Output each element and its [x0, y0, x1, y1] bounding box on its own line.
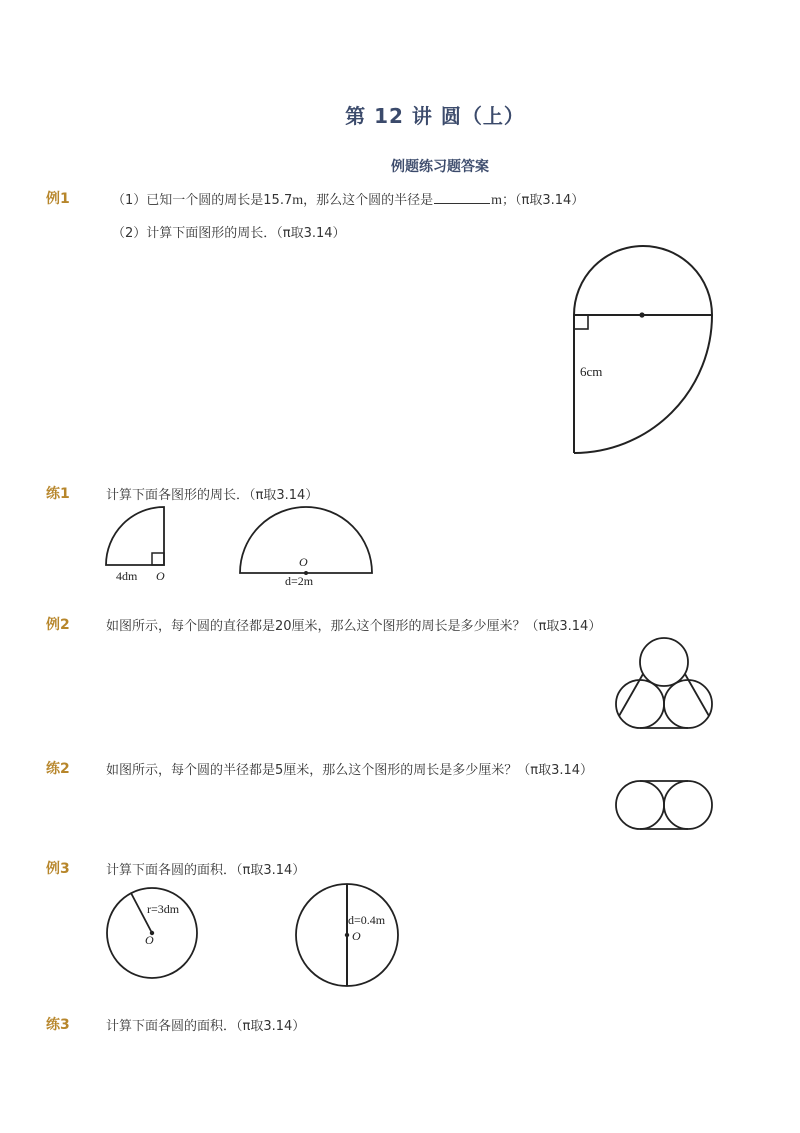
side-label: 6cm: [580, 364, 603, 379]
practice-3-tag: 练3: [46, 1017, 70, 1033]
example-3-text: 计算下面各圆的面积．（π取3.14）: [106, 863, 306, 878]
quarter-side-label: 4dm: [116, 569, 138, 583]
circle-left: [616, 680, 664, 728]
example-1-part-1-mid: ，那么这个圆的半径是: [303, 193, 434, 208]
circle-right: [664, 781, 712, 829]
quarter-circle: [106, 507, 164, 565]
practice-1-text: 计算下面各图形的周长．（π取3.14）: [106, 488, 319, 503]
page-subtitle: 例题练习题答案: [391, 159, 489, 175]
example-1-part-2: （2）计算下面图形的周长．（π取3.14）: [112, 226, 346, 241]
right-angle-mark: [152, 553, 164, 565]
example-1-part-1-pre: （1）已知一个圆的周长是15.7: [112, 193, 293, 208]
three-circles-figure: [610, 633, 720, 733]
center-label: O: [352, 929, 361, 943]
unit-m: m: [292, 193, 304, 208]
two-circles-figure: [610, 776, 720, 836]
example-2-tag: 例2: [46, 617, 70, 633]
top-semicircle: [574, 246, 712, 315]
radius-label: r=3dm: [147, 902, 180, 916]
quarter-center-label: O: [156, 569, 165, 583]
semi-diameter-label: d=2m: [285, 574, 314, 588]
example-2-text: 如图所示，每个圆的直径都是20厘米，那么这个图形的周长是多少厘米？（π取3.14）: [106, 619, 602, 634]
page-title: 第 12 讲 圆（上）: [345, 104, 525, 128]
center-dot: [639, 312, 644, 317]
practice-2-tag: 练2: [46, 761, 70, 777]
circle-top: [640, 638, 688, 686]
practice-3-text: 计算下面各圆的面积．（π取3.14）: [106, 1019, 306, 1034]
example-3-tag: 例3: [46, 861, 70, 877]
example-1-figure: [560, 245, 720, 460]
example-1-tag: 例1: [46, 191, 70, 207]
circle-radius-figure: [100, 880, 205, 985]
circle-left: [616, 781, 664, 829]
diameter-label: d=0.4m: [348, 913, 386, 927]
unit-m: m: [491, 193, 503, 208]
practice-1-tag: 练1: [46, 486, 70, 502]
semicircle-figure: [232, 503, 382, 588]
quarter-arc: [574, 315, 712, 453]
example-1-part-1-post: ；（π取3.14）: [502, 193, 585, 208]
right-angle-mark: [574, 315, 588, 329]
quarter-circle-figure: [98, 503, 188, 588]
circle-right: [664, 680, 712, 728]
center-label: O: [145, 933, 154, 947]
circle-diameter-figure: [290, 878, 405, 993]
center-dot: [345, 933, 349, 937]
answer-blank[interactable]: [434, 191, 490, 204]
example-1-part-1: [112, 189, 584, 209]
semi-center-label: O: [299, 555, 308, 569]
practice-2-text: 如图所示，每个圆的半径都是5厘米，那么这个图形的周长是多少厘米？（π取3.14）: [106, 763, 594, 778]
